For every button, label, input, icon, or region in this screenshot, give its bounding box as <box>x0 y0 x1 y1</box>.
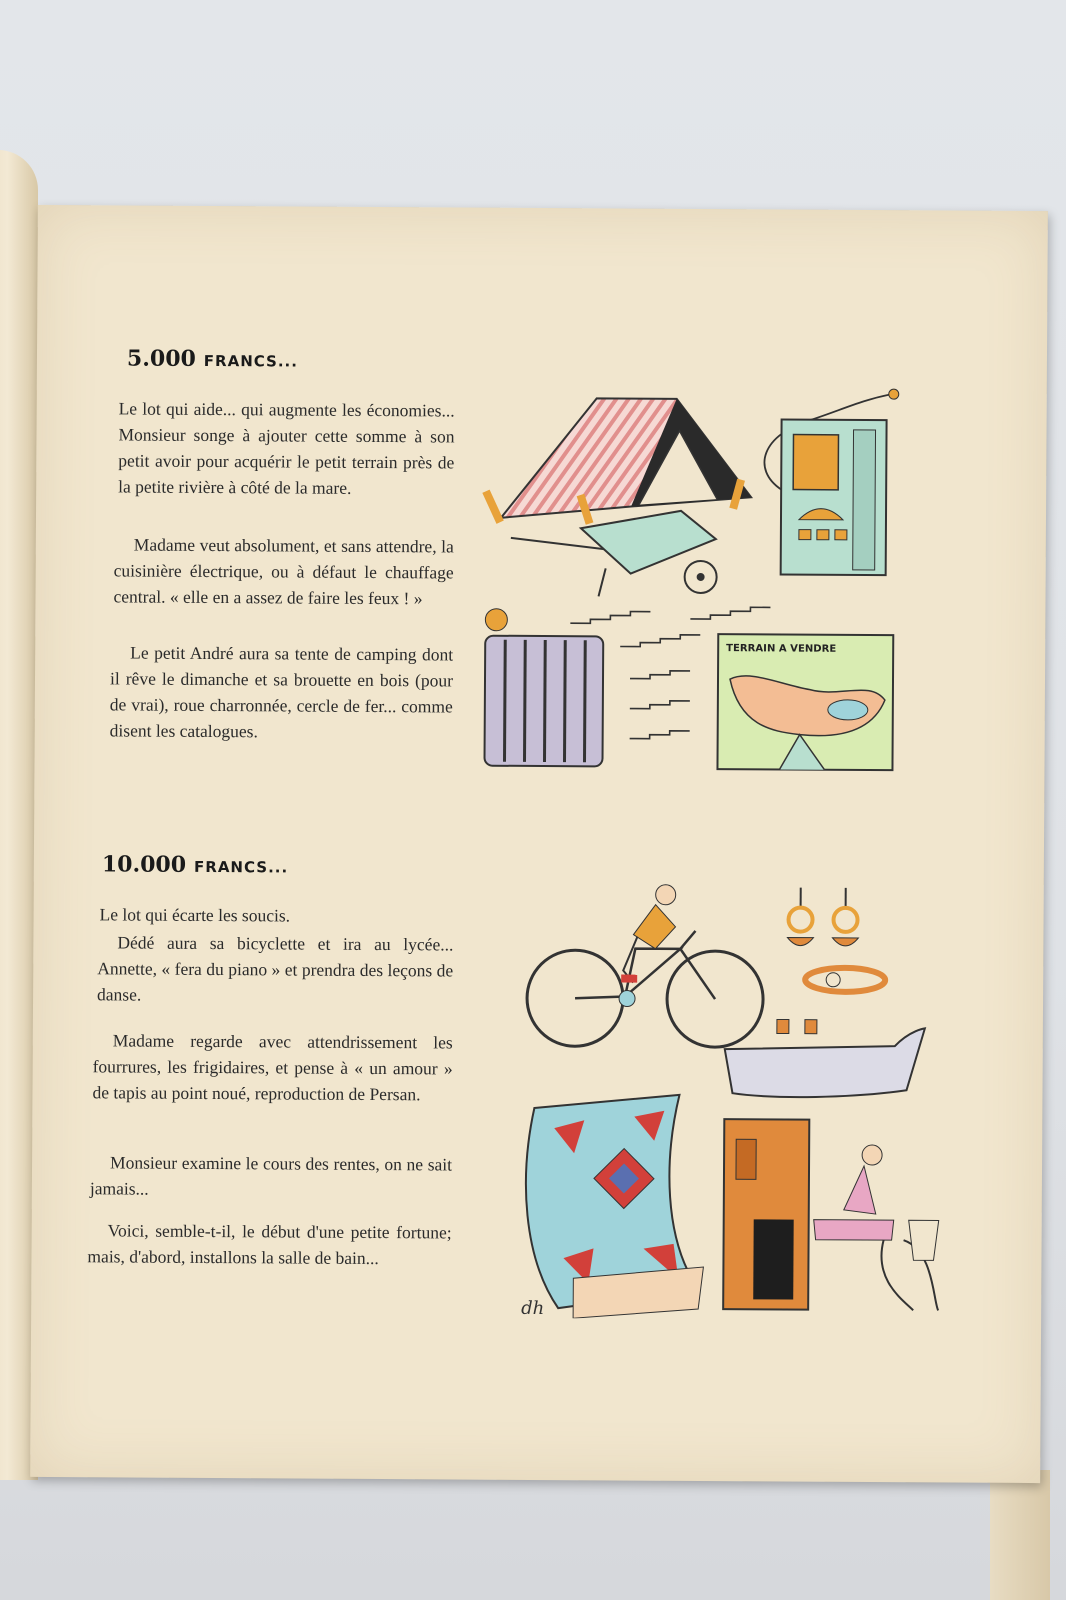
section-2-amount: 10.000 <box>101 851 187 878</box>
section-2-heading <box>102 851 289 878</box>
wheelbarrow-icon <box>511 510 718 597</box>
section-1-paragraph-1: Le lot qui aide... qui augmente les économies... Monsieur songe à ajouter cette somme à son petit avoir pour acquérir le petit terrain près de la petite rivière à côté de la mare. <box>118 398 455 498</box>
tent-icon <box>482 398 752 526</box>
electric-stove-icon <box>764 388 899 575</box>
earrings-icon <box>787 888 858 946</box>
land-sign-text: TERRAIN A VENDRE <box>726 643 837 655</box>
illustrator-signature: dh <box>521 1297 545 1320</box>
section-1-heading <box>127 345 298 372</box>
section-1-illustration <box>479 378 921 781</box>
section-1-paragraph-2: Madame veut absolument, et sans attendre, la cuisinière électrique, ou à défaut le chauffage central. « elle en a assez de faire les feux ! » <box>113 534 454 609</box>
section-1-paragraph-3: Le petit André aura sa tente de camping dont il rêve le dimanche et sa brouette en bois (pour de vrai), roue charronnée, cercle de fer... comme disent les catalogues. <box>109 642 454 742</box>
section-2-paragraph-2: Dédé aura sa bicyclette et ira au lycée... Annette, « fera du piano » et prendra des leçons de danse. <box>97 932 454 1005</box>
land-plot-icon <box>717 634 893 770</box>
bicycle-icon <box>527 884 764 1047</box>
section-1-amount: 5.000 <box>126 345 196 372</box>
persian-rug-icon <box>525 1094 704 1319</box>
bracelet-icon <box>805 968 885 992</box>
section-2-paragraph-3: Madame regarde avec attendrissement les fourrures, les frigidaires, et pense à « un amour » de tapis au point noué, reproduction de Persan. <box>92 1030 453 1105</box>
section-2-paragraph-1: Le lot qui écarte les soucis. <box>99 904 291 926</box>
book-page <box>30 205 1048 1483</box>
radiator-icon <box>484 609 603 767</box>
section-2-illustration <box>513 878 946 1321</box>
lower-page-edge <box>990 1470 1050 1600</box>
section-1-unit: FRANCS... <box>203 351 299 371</box>
bathtub-icon <box>724 1019 924 1098</box>
section-2-paragraph-5: Voici, semble-t-il, le début d'une petite fortune; mais, d'abord, installons la salle de bain... <box>87 1220 452 1269</box>
piano-icon <box>723 1119 939 1310</box>
section-2-paragraph-4: Monsieur examine le cours des rentes, on ne sait jamais... <box>89 1152 453 1199</box>
section-2-unit: FRANCS... <box>194 857 289 877</box>
